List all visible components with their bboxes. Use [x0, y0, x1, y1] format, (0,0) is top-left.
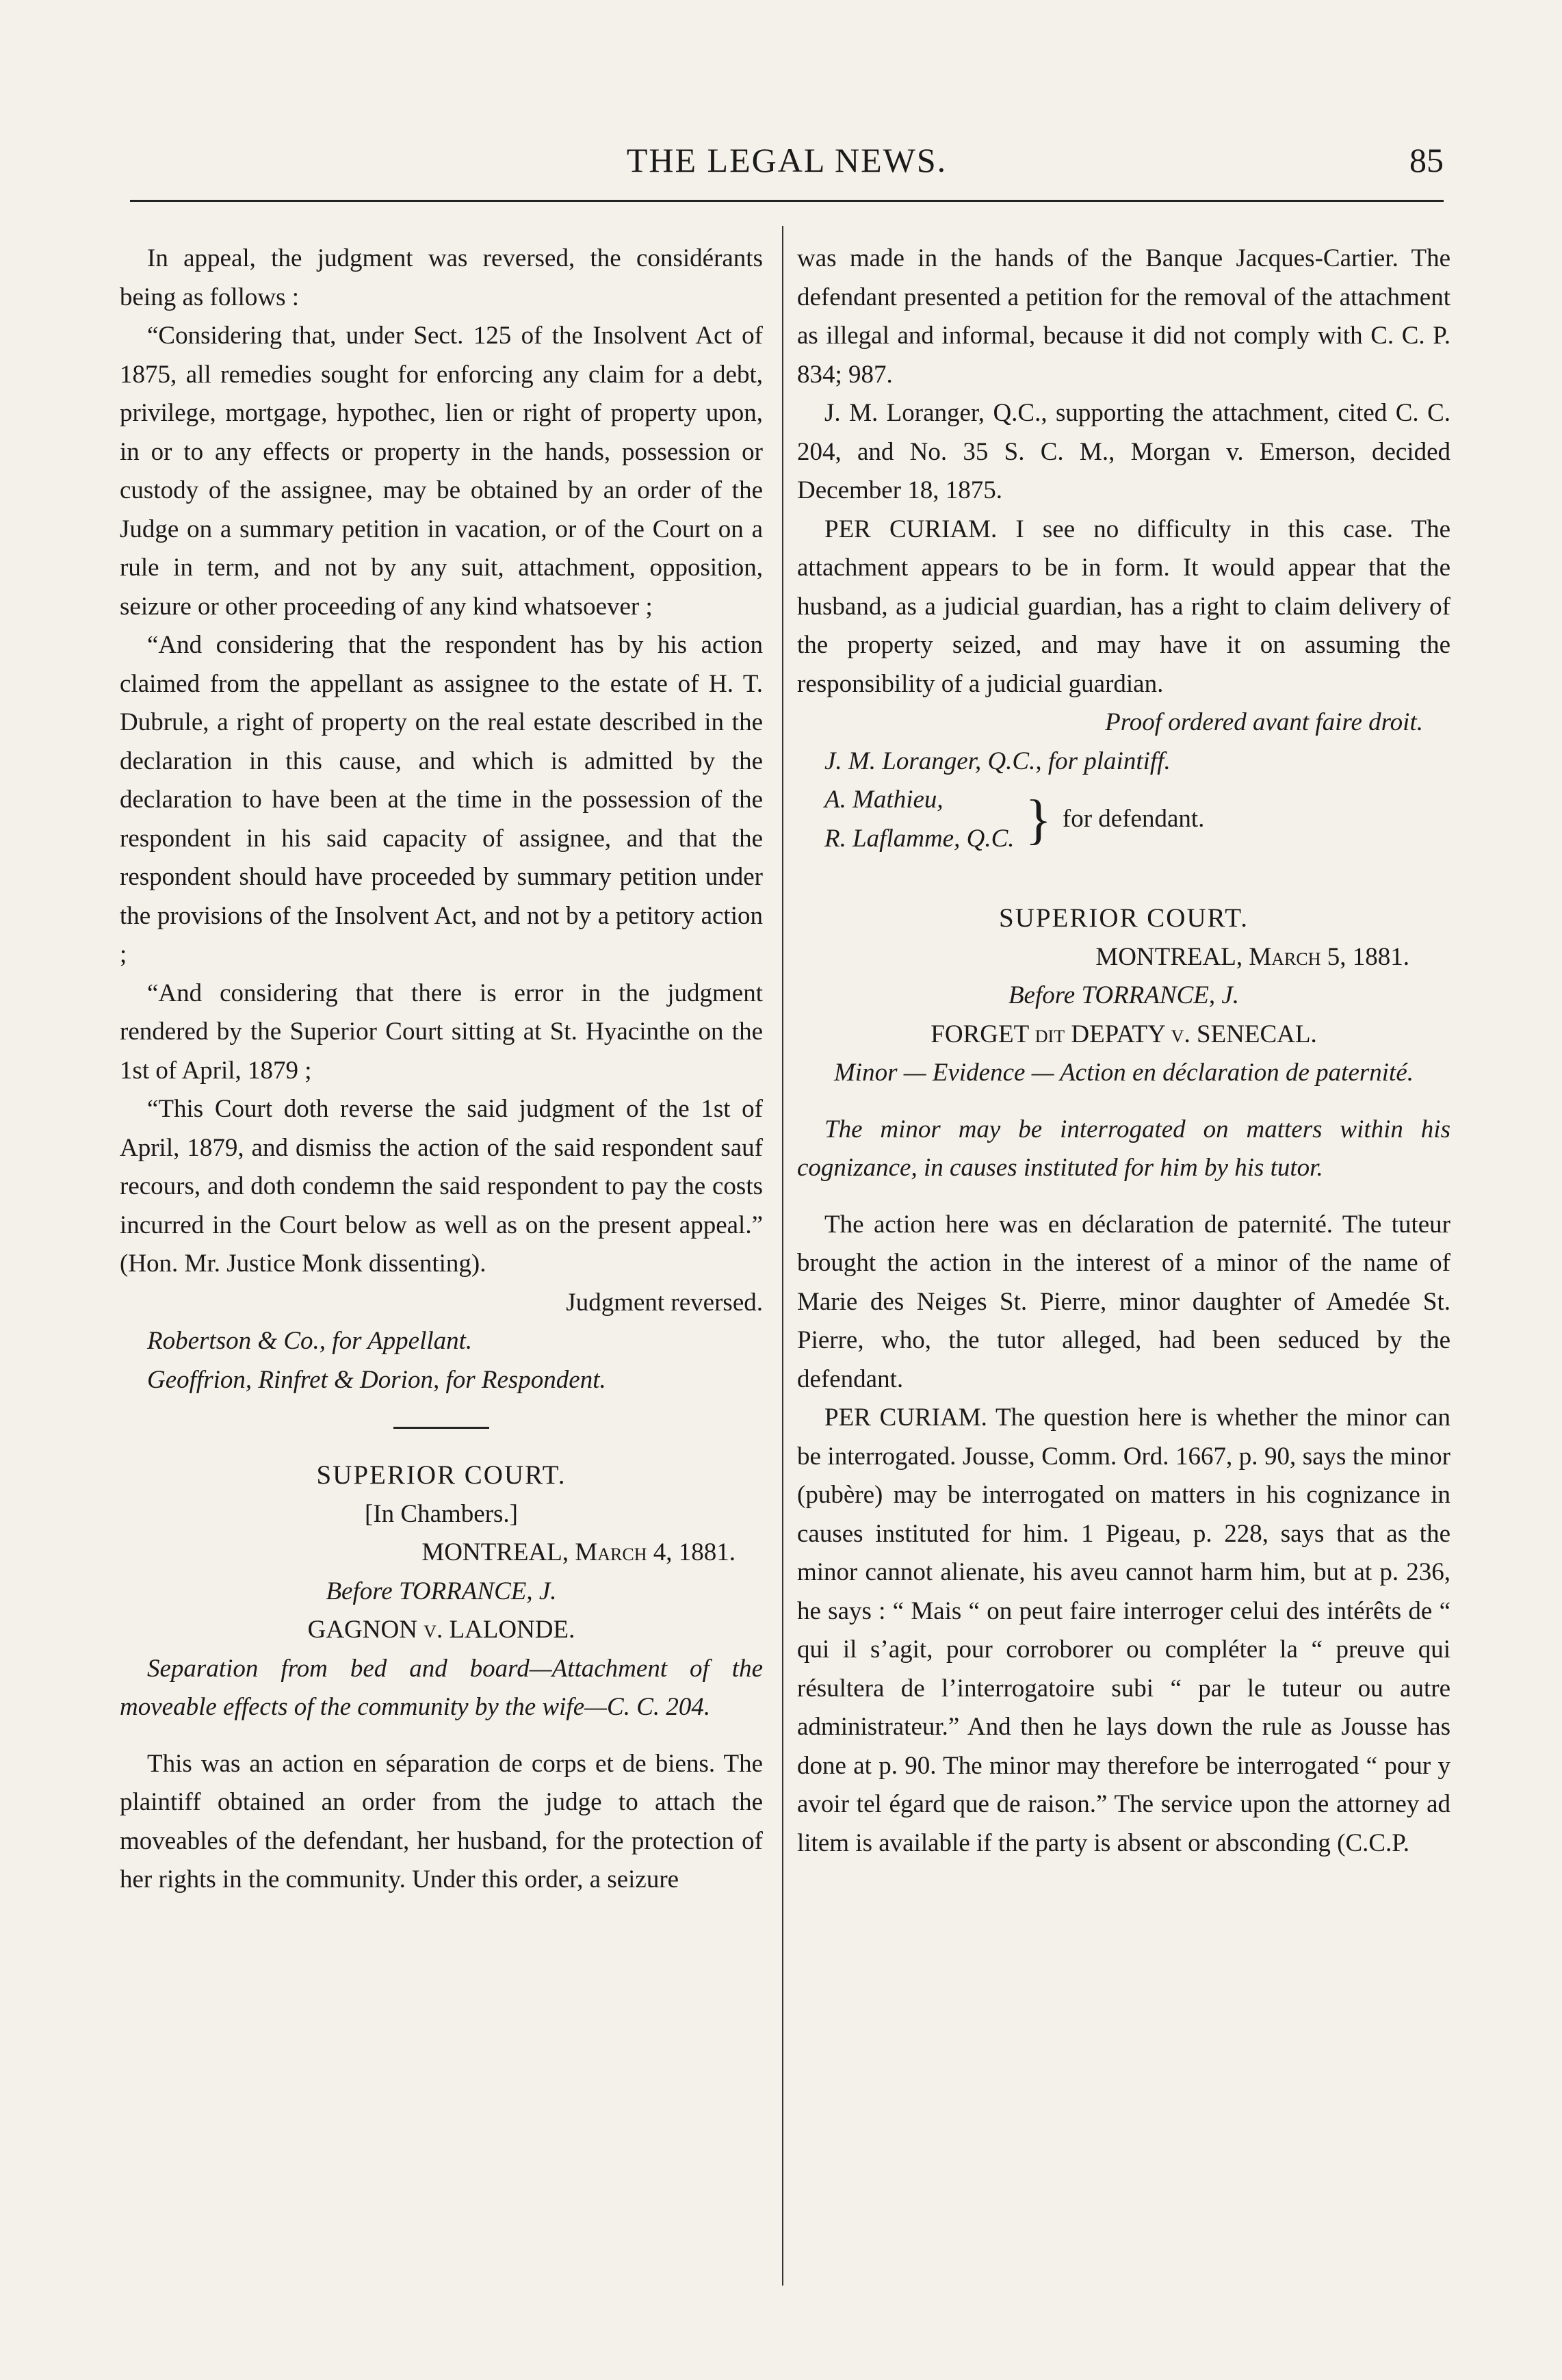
counsel-defendant-block — [797, 781, 1450, 858]
header-rule — [130, 200, 1444, 202]
proof-ordered: Proof ordered avant faire droit. — [1105, 708, 1423, 736]
counsel-plaintiff: J. M. Loranger, Q.C., for plaintiff. — [824, 747, 1171, 775]
counsel-respondent: Geoffrion, Rinfret & Dorion, for Respondent. — [147, 1365, 606, 1394]
case-parties-2: FORGET dit DEPATY v. SENECAL. — [930, 1020, 1317, 1048]
counsel-defendant-2: R. Laflamme, Q.C. — [824, 824, 1015, 853]
place-date: MONTREAL, March 4, 1881. — [421, 1538, 736, 1566]
paragraph-action: This was an action en séparation de corps et de biens. The plaintiff obtained an order from the judge to attach the moveables of the defendant, her husband, for the protection of her rights in the community. Under this order, a seizure — [120, 1749, 763, 1893]
place-date-2: MONTREAL, March 5, 1881. — [1095, 942, 1409, 971]
paragraph-per-curiam-2: PER CURIAM. The question here is whether the minor can be interrogated. Jousse, Comm. Ord. 1667, p. 90, says the minor (pubère) may be interrogated on matters in his cognizance in causes instituted for him. 1 Pigeau, p. 228, says that as the minor cannot alienate, his aveu cannot harm him, but at p. 236, he says : “ Mais “ on peut faire interroger celui des intérêts de “ qui il s’agit, pour corroborer ou compléter la “ preuve qui résultera de l’interrogatoire subi “ par le tuteur ou autre administrateur.” And then he lays down the rule as Jousse has done at p. 90. The minor may therefore be interrogated “ pour y avoir tel égard que de raison.” The service upon the attorney ad litem is available if the party is absent or absconding (C.C.P. — [797, 1404, 1450, 1857]
page-header — [130, 140, 1444, 188]
case-parties: GAGNON v. LALONDE. — [307, 1616, 575, 1644]
paragraph-considering-3: “And considering that there is error in the judgment rendered by the Superior Court sitting at St. Hyacinthe on the 1st of April, 1879 ; — [120, 979, 763, 1085]
counsel-defendant-names — [824, 781, 1015, 858]
section-divider — [393, 1427, 489, 1429]
counsel-appellant: Robertson & Co., for Appellant. — [147, 1327, 473, 1355]
paragraph-continuation: was made in the hands of the Banque Jacques-Cartier. The defendant presented a petition for the removal of the attachment as illegal and informal, because it did not comply with C. C. P. 834; 987. — [797, 244, 1450, 389]
court-heading: SUPERIOR COURT. — [316, 1460, 567, 1490]
counsel-defendant-1: A. Mathieu, — [824, 786, 943, 814]
paragraph-per-curiam-1: PER CURIAM. I see no difficulty in this case. The attachment appears to be in form. It would appear that the husband, as a judicial guardian, has a right to claim delivery of the property seized, and may have it on assuming the responsibility of a judicial guardian. — [797, 515, 1450, 698]
paragraph-considering-2: “And considering that the respondent has by his action claimed from the appellant as assignee to the estate of H. T. Dubrule, a right of property on the real estate described in the declaration in this cause, and which is admitted by the declaration to have been at the time in the possession of the respondent in his said capacity of assignee, and that the respondent should have proceeded by summary petition under the provisions of the Insolvent Act, and not by a petitory action ; — [120, 631, 763, 968]
chambers-note: [In Chambers.] — [365, 1499, 518, 1528]
column-divider — [782, 226, 783, 2286]
paragraph-loranger: J. M. Loranger, Q.C., supporting the attachment, cited C. C. 204, and No. 35 S. C. M., Morgan v. Emerson, decided December 18, 1875. — [797, 399, 1450, 504]
court-heading-2: SUPERIOR COURT. — [999, 903, 1249, 933]
case-headnote: Separation from bed and board—Attachment of the moveable effects of the community by the wife—C. C. 204. — [120, 1654, 763, 1721]
counsel-defendant-label: for defendant. — [1062, 805, 1205, 833]
left-column — [120, 240, 763, 1900]
paragraph-considering-1: “Considering that, under Sect. 125 of the Insolvent Act of 1875, all remedies sought for enforcing any claim for a debt, privilege, mortgage, hypothec, lien or right of property upon, in or to any effects or property in the hands, possession or custody of the assignee, may be obtained by an order of the Judge on a summary petition in vacation, or of the Court on a rule in term, and not by any suit, attachment, opposition, seizure or other proceeding of any kind whatsoever ; — [120, 322, 763, 621]
right-column — [797, 240, 1450, 1863]
page-number: 85 — [1409, 141, 1444, 179]
brace-glyph: } — [1025, 789, 1052, 850]
judgment-result: Judgment reversed. — [566, 1288, 763, 1317]
paragraph-court-order: “This Court doth reverse the said judgment of the 1st of April, 1879, and dismiss the action of the said respondent sauf recours, and doth condemn the said respondent to pay the costs incurred in the Court below as well as on the present appeal.” (Hon. Mr. Justice Monk dissenting). — [120, 1095, 763, 1278]
case-headnote-2: The minor may be interrogated on matters within his cognizance, in causes instituted for him by his tutor. — [797, 1115, 1450, 1182]
journal-title: THE LEGAL NEWS. — [626, 141, 948, 179]
judge-line-2: Before TORRANCE, J. — [1008, 981, 1240, 1009]
paragraph-action-2: The action here was en déclaration de paternité. The tuteur brought the action in the interest of a minor of the name of Marie des Neiges St. Pierre, minor daughter of Amedée St. Pierre, who, the tutor alleged, had been seduced by the defendant. — [797, 1210, 1450, 1393]
case-subject: Minor — Evidence — Action en déclaration de paternité. — [833, 1059, 1414, 1087]
judge-line: Before TORRANCE, J. — [326, 1577, 557, 1605]
paragraph-appeal-intro: In appeal, the judgment was reversed, the considérants being as follows : — [120, 244, 763, 311]
